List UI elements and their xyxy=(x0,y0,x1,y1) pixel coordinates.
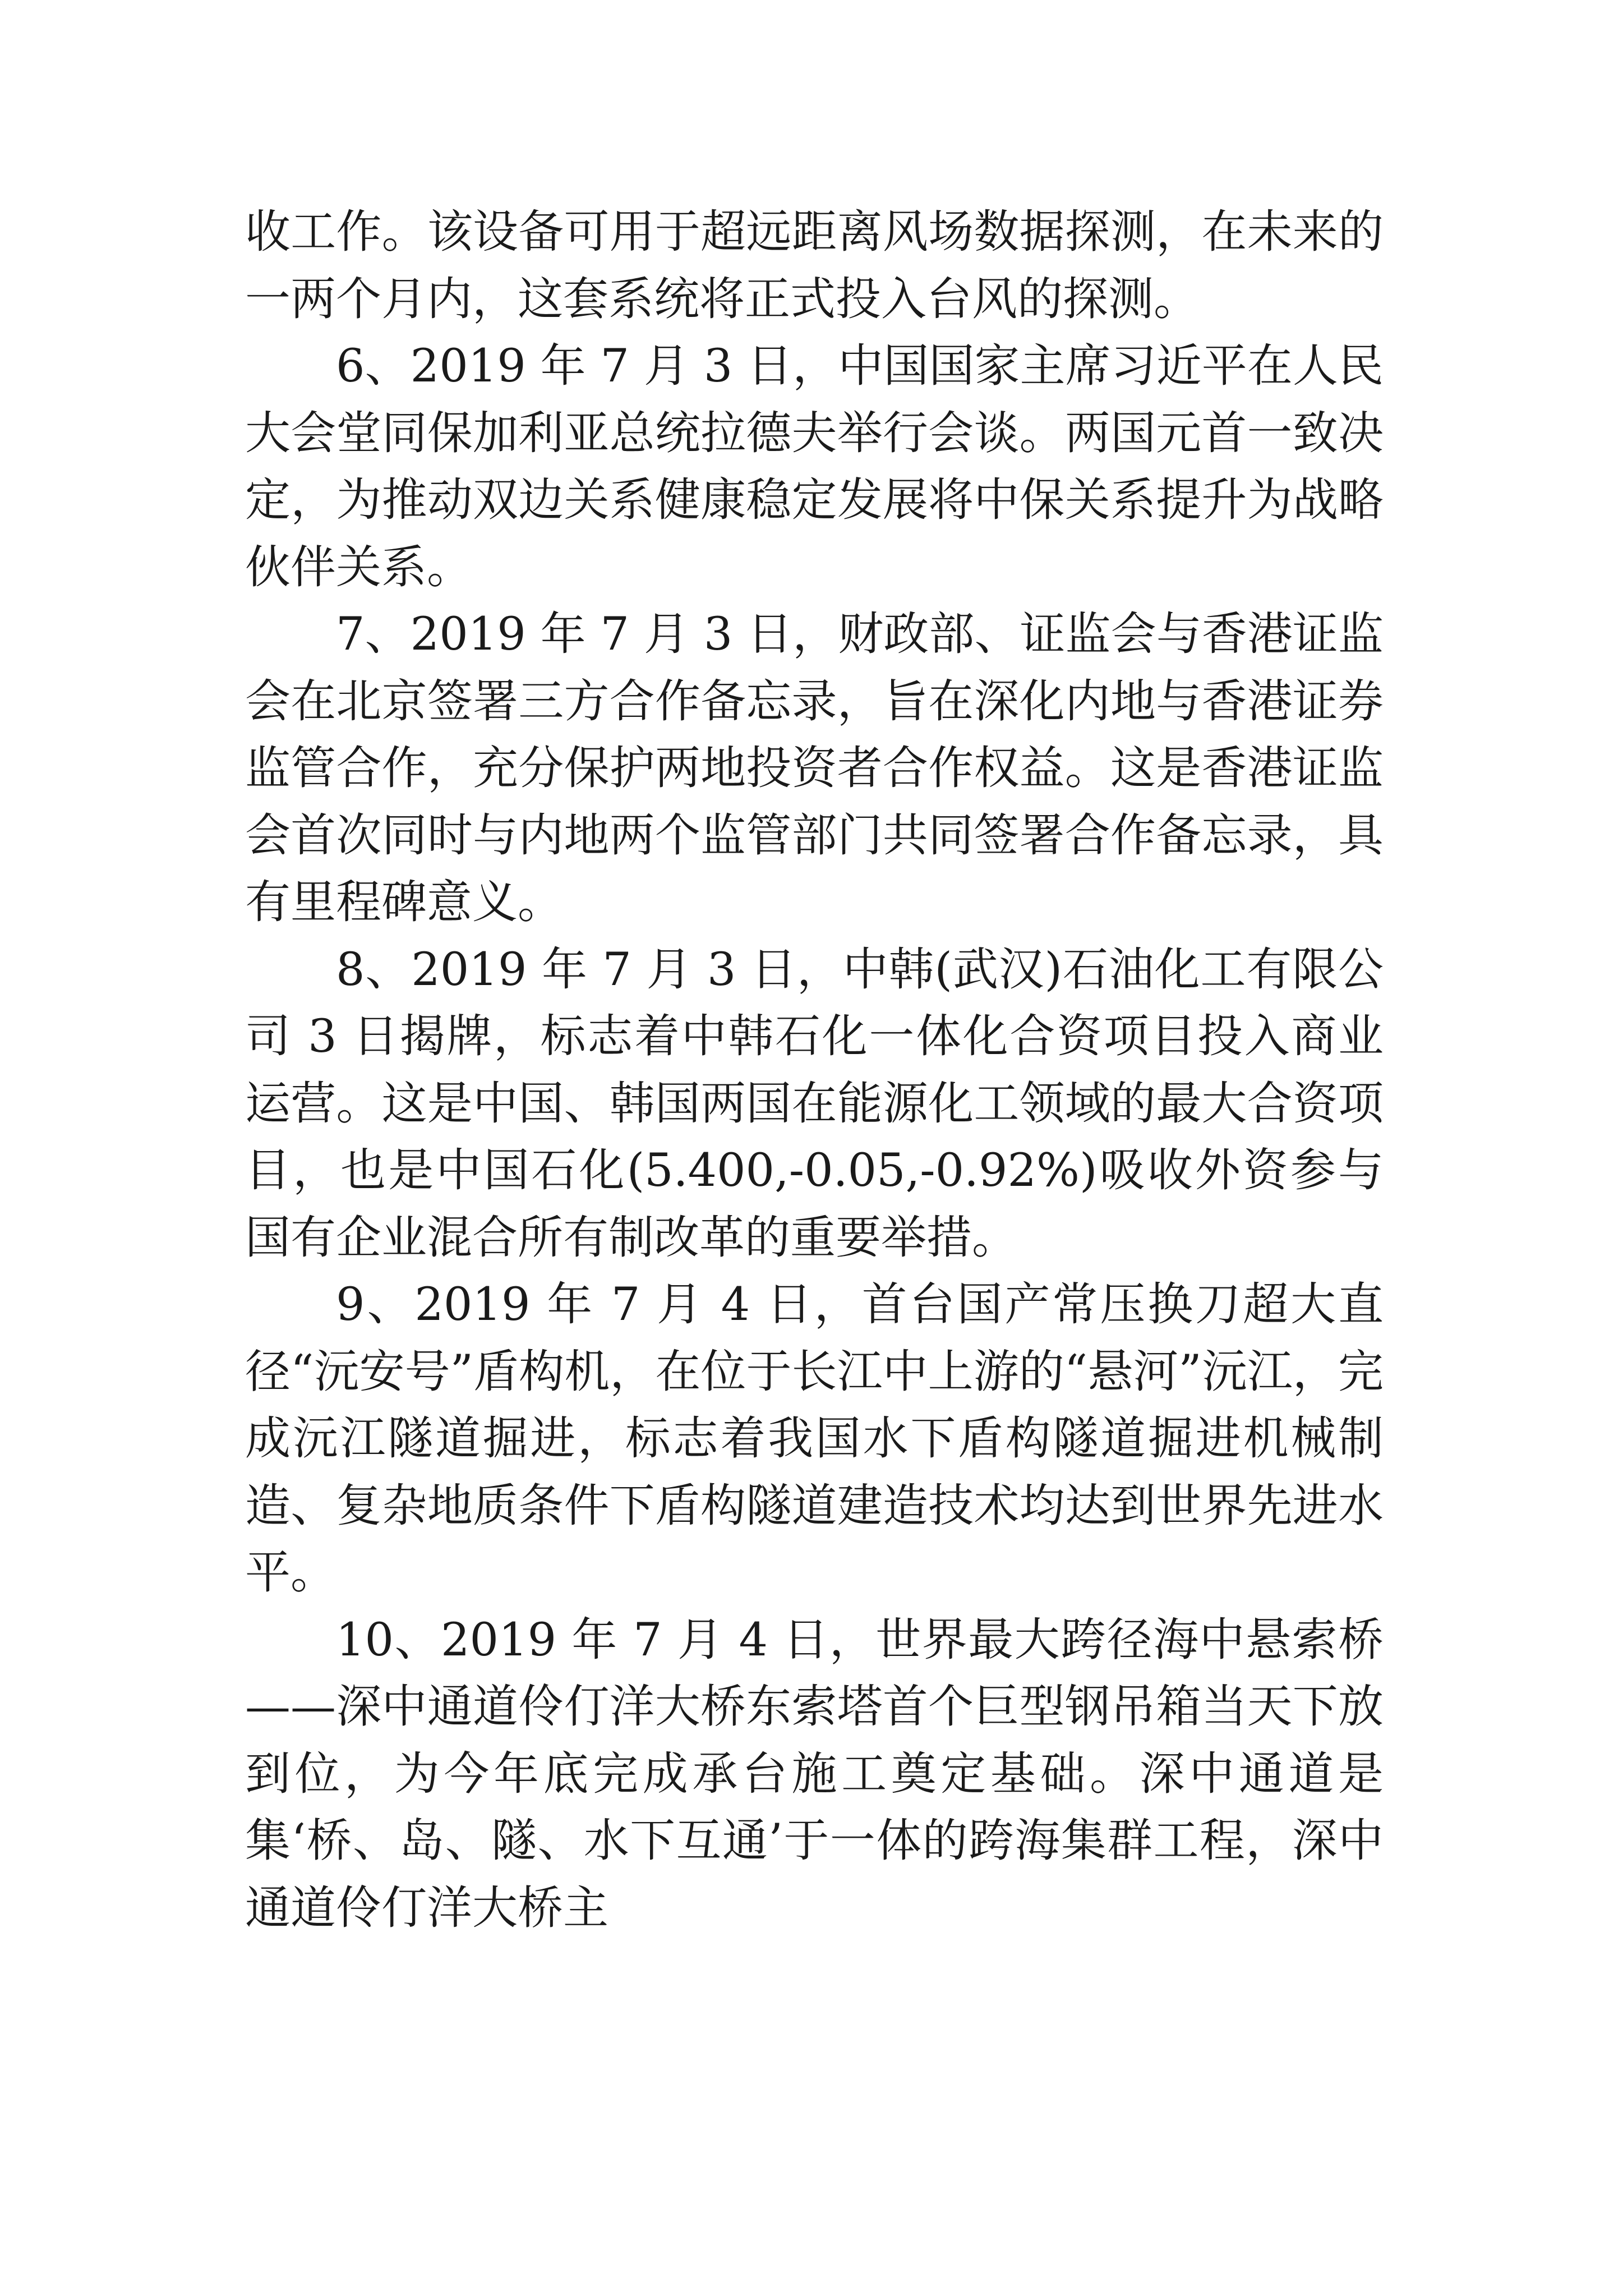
document-body xyxy=(245,199,1384,1942)
paragraph-item-7: 7、2019 年 7 月 3 日，财政部、证监会与香港证监会在北京签署三方合作备忘录，旨在深化内地与香港证券监管合作，充分保护两地投资者合作权益。这是香港证监会首次同时与内地两个监管部门共同签署合作备忘录，具有里程碑意义。 xyxy=(245,608,1384,929)
paragraph-item-10: 10、2019 年 7 月 4 日，世界最大跨径海中悬索桥——深中通道伶仃洋大桥东索塔首个巨型钢吊箱当天下放到位，为今年底完成承台施工奠定基础。深中通道是集‘桥、岛、隧、水下互通’于一体的跨海集群工程，深中通道伶仃洋大桥主 xyxy=(245,1613,1384,1935)
paragraph-item-9: 9、2019 年 7 月 4 日，首台国产常压换刀超大直径“沅安号”盾构机，在位于长江中上游的“悬河”沅江，完成沅江隧道掘进，标志着我国水下盾构隧道掘进机械制造、复杂地质条件下盾构隧道建造技术均达到世界先进水平。 xyxy=(245,1278,1384,1599)
paragraph-item-8: 8、2019 年 7 月 3 日，中韩(武汉)石油化工有限公司 3 日揭牌，标志着中韩石化一体化合资项目投入商业运营。这是中国、韩国两国在能源化工领域的最大合资项目，也是中国石化(5.400,-0.05,-0.92%)吸收外资参与国有企业混合所有制改革的重要举措。 xyxy=(245,943,1384,1264)
paragraph-item-6: 6、2019 年 7 月 3 日，中国国家主席习近平在人民大会堂同保加利亚总统拉德夫举行会谈。两国元首一致决定，为推动双边关系健康稳定发展将中保关系提升为战略伙伴关系。 xyxy=(245,340,1384,594)
paragraph-continuation: 收工作。该设备可用于超远距离风场数据探测，在未来的一两个月内，这套系统将正式投入台风的探测。 xyxy=(245,206,1384,326)
